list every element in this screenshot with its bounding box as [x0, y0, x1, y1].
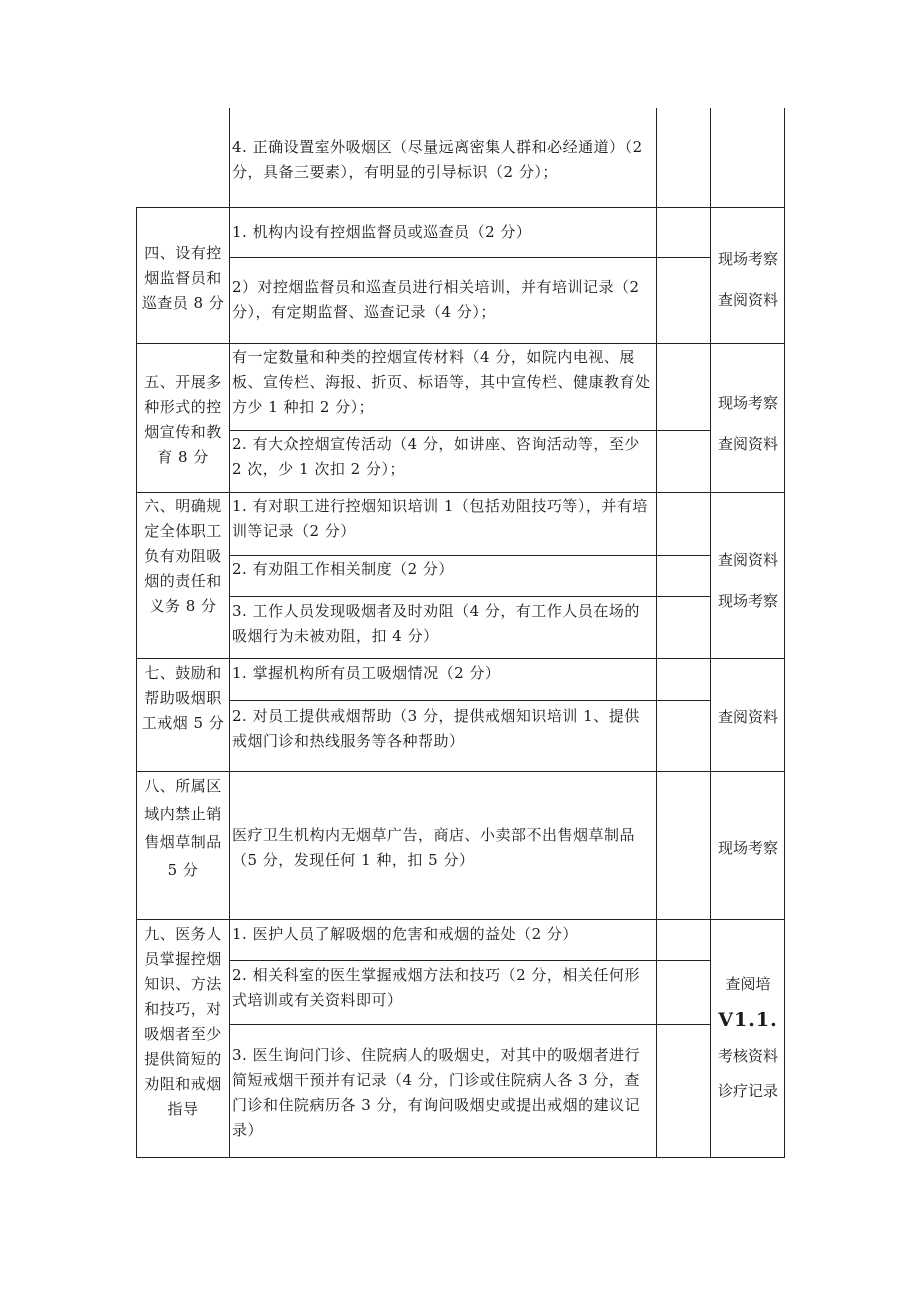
- criterion-text: 3. 医生询问门诊、住院病人的吸烟史，对其中的吸烟者进行简短戒烟干预并有记录（4 分，门诊或住院病人各 3 分，查门诊和住院病历各 3 分，有询问吸烟史或提出戒烟的建议记录）: [232, 1046, 641, 1139]
- item-border: [229, 700, 711, 701]
- criterion-text: 医疗卫生机构内无烟草广告，商店、小卖部不出售烟草制品（5 分，发现任何 1 种，扣 5 分）: [232, 826, 636, 869]
- category-cell: 六、明确规定全体职工负有劝阻吸烟的责任和义务 8 分: [144, 497, 222, 615]
- method-line: 查阅资料: [717, 291, 778, 309]
- table-divider-content: [656, 108, 657, 1158]
- item-border: [229, 555, 711, 556]
- category-cell: 八、所属区域内禁止销售烟草制品 5 分: [144, 777, 222, 879]
- criterion-text: 1. 掌握机构所有员工吸烟情况（2 分）: [232, 664, 501, 682]
- table-border-right: [784, 108, 785, 1158]
- criterion-text: 2. 有大众控烟宣传活动（4 分，如讲座、咨询活动等，至少 2 次，少 1 次扣 2 分）；: [232, 435, 640, 478]
- method-cell: [712, 828, 784, 869]
- method-cell: [712, 540, 784, 622]
- version-stamp: V1.1.: [718, 1009, 778, 1031]
- method-line: 考核资料: [717, 1047, 778, 1065]
- criterion-text: 有一定数量和种类的控烟宣传材料（4 分，如院内电视、展板、宣传栏、海报、折页、标语等，其中宣传栏、健康教育处方少 1 种扣 2 分）；: [232, 348, 651, 416]
- item-border: [229, 1024, 711, 1025]
- item-border: [229, 257, 711, 258]
- method-cell: [712, 964, 784, 1106]
- method-cell: [712, 383, 784, 465]
- item-border: [229, 430, 711, 431]
- method-line: 现场考察: [717, 839, 778, 857]
- method-line: 现场考察: [717, 394, 778, 412]
- method-cell: [712, 239, 784, 321]
- criterion-text: 1. 有对职工进行控烟知识培训 1（包括劝阻技巧等），并有培训等记录（2 分）: [232, 497, 648, 540]
- criterion-text: 2. 有劝阻工作相关制度（2 分）: [232, 560, 454, 578]
- criterion-text: 2）对控烟监督员和巡查员进行相关培训，并有培训记录（2 分），有定期监督、巡查记录（4 分）；: [232, 278, 640, 321]
- criterion-text: 2. 对员工提供戒烟帮助（3 分，提供戒烟知识培训 1、提供戒烟门诊和热线服务等各种帮助）: [232, 707, 640, 750]
- method-line: 查阅资料: [717, 551, 778, 569]
- table-divider-category: [229, 108, 230, 1158]
- criterion-text: 1. 机构内设有控烟监督员或巡查员（2 分）: [232, 223, 532, 241]
- row-border-5: [136, 343, 785, 344]
- item-border: [229, 960, 711, 961]
- method-line: 现场考察: [717, 250, 778, 268]
- row-border-9: [136, 919, 785, 920]
- method-line: 查阅资料: [717, 708, 778, 726]
- continued-item-text: 4. 正确设置室外吸烟区（尽量远离密集人群和必经通道）（2 分，具备三要素），有明显的引导标识（2 分）；: [232, 138, 643, 181]
- category-cell: 五、开展多种形式的控烟宣传和教育 8 分: [144, 373, 222, 466]
- row-border-7: [136, 658, 785, 659]
- method-line: 诊疗记录: [717, 1082, 778, 1100]
- category-cell: 九、医务人员掌握控烟知识、方法和技巧，对吸烟者至少提供简短的劝阻和戒烟指导: [144, 925, 222, 1118]
- method-line: 查阅培: [725, 975, 771, 993]
- category-cell: 七、鼓励和帮助吸烟职工戒烟 5 分: [141, 664, 225, 732]
- table-divider-score: [710, 108, 711, 1158]
- criterion-text: 1. 医护人员了解吸烟的危害和戒烟的益处（2 分）: [232, 925, 578, 943]
- row-border-6: [136, 492, 785, 493]
- method-line: 现场考察: [717, 592, 778, 610]
- table-border-bottom: [136, 1157, 785, 1158]
- criterion-text: 3. 工作人员发现吸烟者及时劝阻（4 分，有工作人员在场的吸烟行为未被劝阻，扣 4 分）: [232, 602, 640, 645]
- method-line: 查阅资料: [717, 435, 778, 453]
- item-border: [229, 596, 711, 597]
- row-border-8: [136, 771, 785, 772]
- category-cell: 四、设有控烟监督员和巡查员 8 分: [141, 244, 225, 312]
- criterion-text: 2. 相关科室的医生掌握戒烟方法和技巧（2 分，相关任何形式培训或有关资料即可）: [232, 966, 640, 1009]
- method-cell: [712, 697, 784, 738]
- row-border-4: [136, 207, 785, 208]
